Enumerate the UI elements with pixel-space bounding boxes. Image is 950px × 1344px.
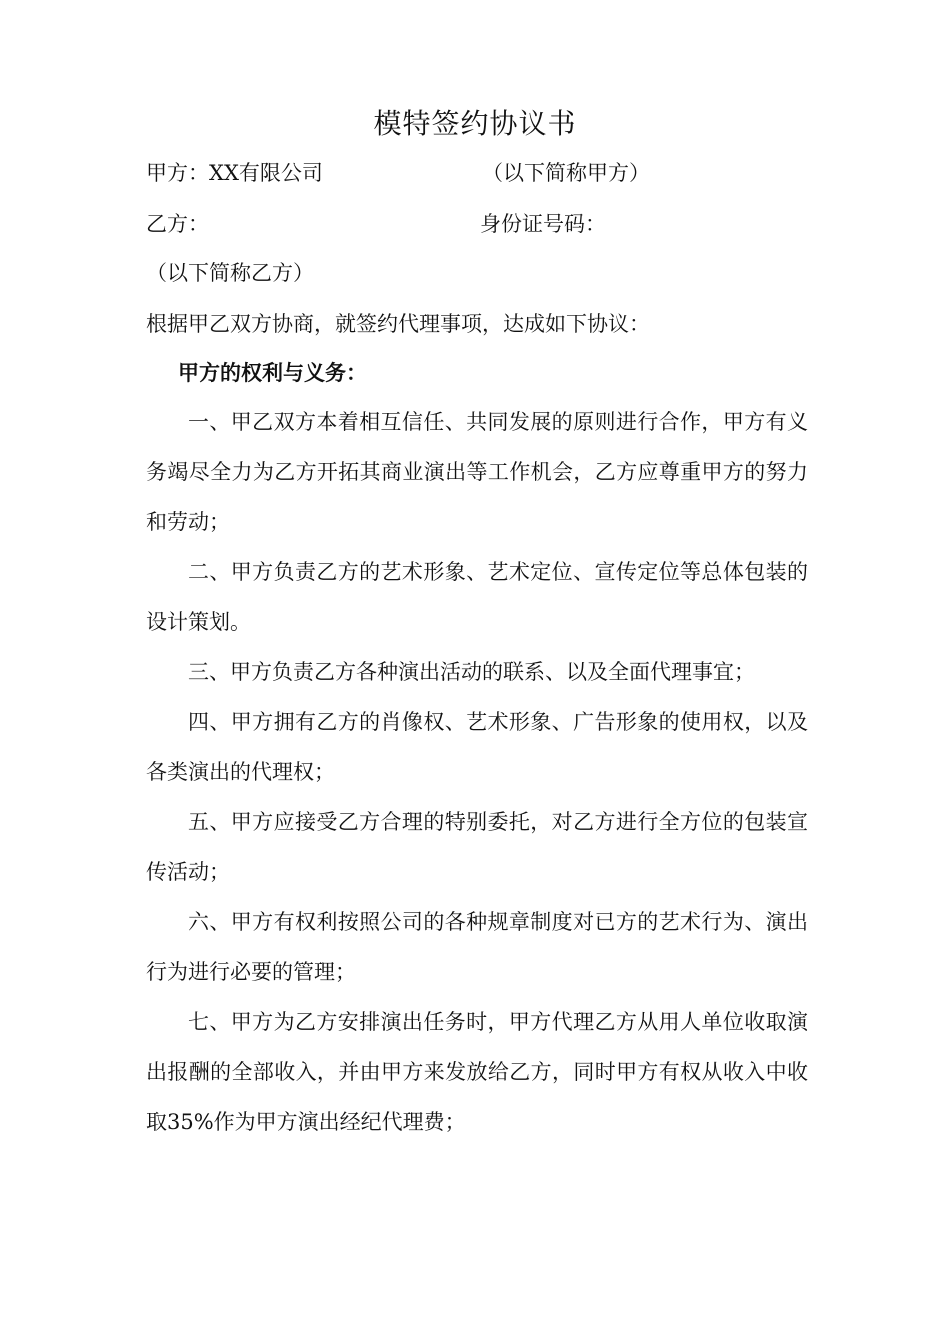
- clause-7: 七、甲方为乙方安排演出任务时，甲方代理乙方从用人单位收取演出报酬的全部收入，并由甲方来发放给乙方，同时甲方有权从收入中收取35%作为甲方演出经纪代理费；: [146, 1010, 808, 1134]
- clause-4: 四、甲方拥有乙方的肖像权、艺术形象、广告形象的使用权，以及各类演出的代理权；: [146, 710, 808, 784]
- clause-2: 二、甲方负责乙方的艺术形象、艺术定位、宣传定位等总体包装的设计策划。: [146, 560, 808, 634]
- clause-3: 三、甲方负责乙方各种演出活动的联系、以及全面代理事宜；: [188, 660, 755, 684]
- party-a-note: （以下简称甲方）: [482, 161, 650, 185]
- clause-6: 六、甲方有权利按照公司的各种规章制度对已方的艺术行为、演出行为进行必要的管理；: [146, 910, 808, 984]
- document-title: 模特签约协议书: [373, 107, 577, 140]
- clause-5: 五、甲方应接受乙方合理的特别委托，对乙方进行全方位的包装宣传活动；: [146, 810, 808, 884]
- section-heading: 甲方的权利与义务：: [178, 360, 367, 385]
- party-b-note: （以下简称乙方）: [146, 261, 314, 285]
- party-b-line: 乙方：: [146, 212, 209, 236]
- id-number-label: 身份证号码：: [480, 212, 606, 236]
- party-a-line: 甲方：XX有限公司: [146, 161, 323, 185]
- clause-1: 一、甲乙双方本着相互信任、共同发展的原则进行合作，甲方有义务竭尽全力为乙方开拓其商业演出等工作机会，乙方应尊重甲方的努力和劳动；: [146, 410, 808, 534]
- preamble: 根据甲乙双方协商，就签约代理事项，达成如下协议：: [146, 312, 650, 336]
